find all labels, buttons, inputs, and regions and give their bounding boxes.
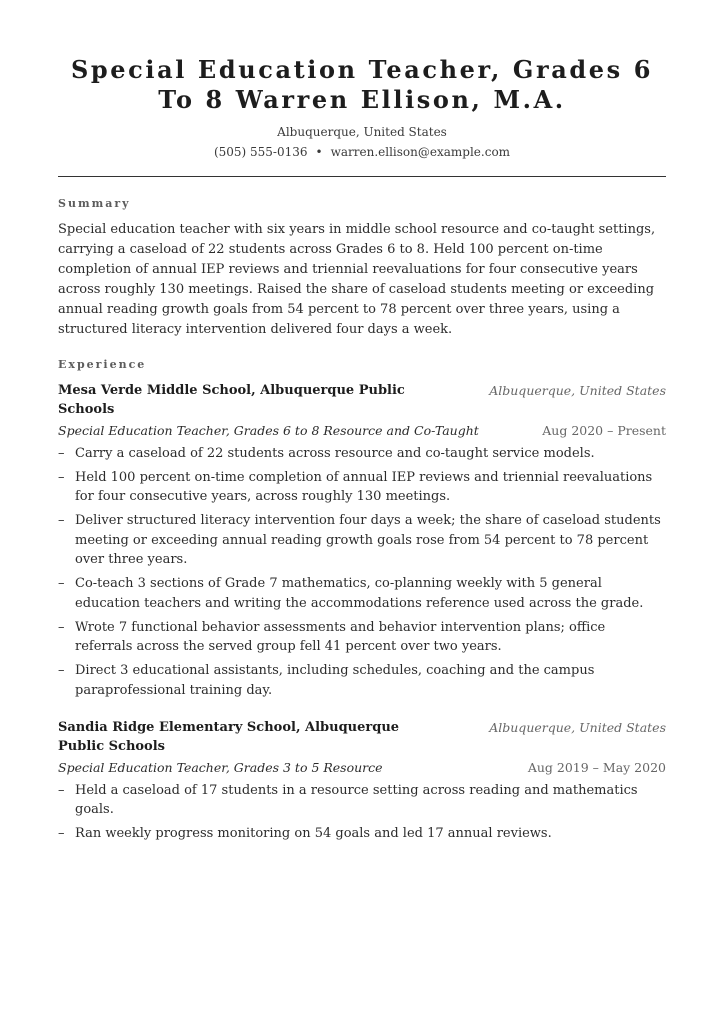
- header-divider: [58, 176, 666, 177]
- job-bullet: – Ran weekly progress monitoring on 54 goals and led 17 annual reviews.: [58, 824, 666, 844]
- location-text: Albuquerque, United States: [277, 125, 447, 139]
- job-bullet: – Held a caseload of 17 students in a resource setting across reading and mathematics goals.: [58, 781, 666, 820]
- job-bullet: – Deliver structured literacy intervention four days a week; the share of caseload students meeting or exceeding annual reading growth goals rose from 54 percent to 78 percent over three years.: [58, 511, 666, 570]
- summary-heading: Summary: [58, 197, 131, 210]
- job-bullet: – Wrote 7 functional behavior assessments and behavior intervention plans; office referrals across the served group fell 41 percent over two years.: [58, 618, 666, 657]
- summary-paragraph: Special education teacher with six years in middle school resource and co-taught settings, carrying a caseload of 22 students across Grades 6 to 8. Held 100 percent on-time completion of annual IEP reviews and triennial reevaluations for four consecutive years across roughly 130 meetings. Raised the share of caseload students meeting or exceeding annual reading growth goals from 54 percent to 78 percent over three years, using a structured literacy intervention delivered four days a week.: [58, 222, 656, 337]
- job-employer: Mesa Verde Middle School, Albuquerque Public Schools: [58, 383, 405, 417]
- job-location: Albuquerque, United States: [489, 720, 666, 735]
- contact-separator: •: [315, 145, 323, 159]
- job-bullet: – Direct 3 educational assistants, including schedules, coaching and the campus paraprofessional training day.: [58, 661, 666, 700]
- job-bullet: – Held 100 percent on-time completion of annual IEP reviews and triennial reevaluations for four consecutive years, across roughly 130 meetings.: [58, 468, 666, 507]
- job-role: Special Education Teacher, Grades 6 to 8 Resource and Co-Taught: [58, 422, 479, 438]
- job-location: Albuquerque, United States: [489, 383, 666, 398]
- resume-title: Special Education Teacher, Grades 6 To 8 Warren Ellison, M.A.: [70, 55, 653, 114]
- contact-line: [58, 145, 666, 159]
- phone-text: (505) 555-0136: [213, 145, 308, 159]
- job-bullet-list: [58, 781, 666, 844]
- job-entry: [58, 718, 666, 848]
- job-role: Special Education Teacher, Grades 3 to 5 Resource: [58, 759, 383, 775]
- job-bullet: – Co-teach 3 sections of Grade 7 mathematics, co-planning weekly with 5 general education teachers and writing the accommodations reference used across the grade.: [58, 574, 666, 613]
- email-text: warren.ellison@example.com: [330, 145, 511, 159]
- job-bullet: – Carry a caseload of 22 students across resource and co-taught service models.: [58, 444, 666, 464]
- job-bullet-list: [58, 444, 666, 701]
- job-entry: [58, 381, 666, 705]
- location-line: [58, 125, 666, 139]
- job-dates: Aug 2019 – May 2020: [527, 759, 666, 775]
- job-dates: Aug 2020 – Present: [542, 422, 666, 438]
- job-employer: Sandia Ridge Elementary School, Albuquerque Public Schools: [58, 720, 400, 754]
- experience-heading: Experience: [58, 358, 147, 371]
